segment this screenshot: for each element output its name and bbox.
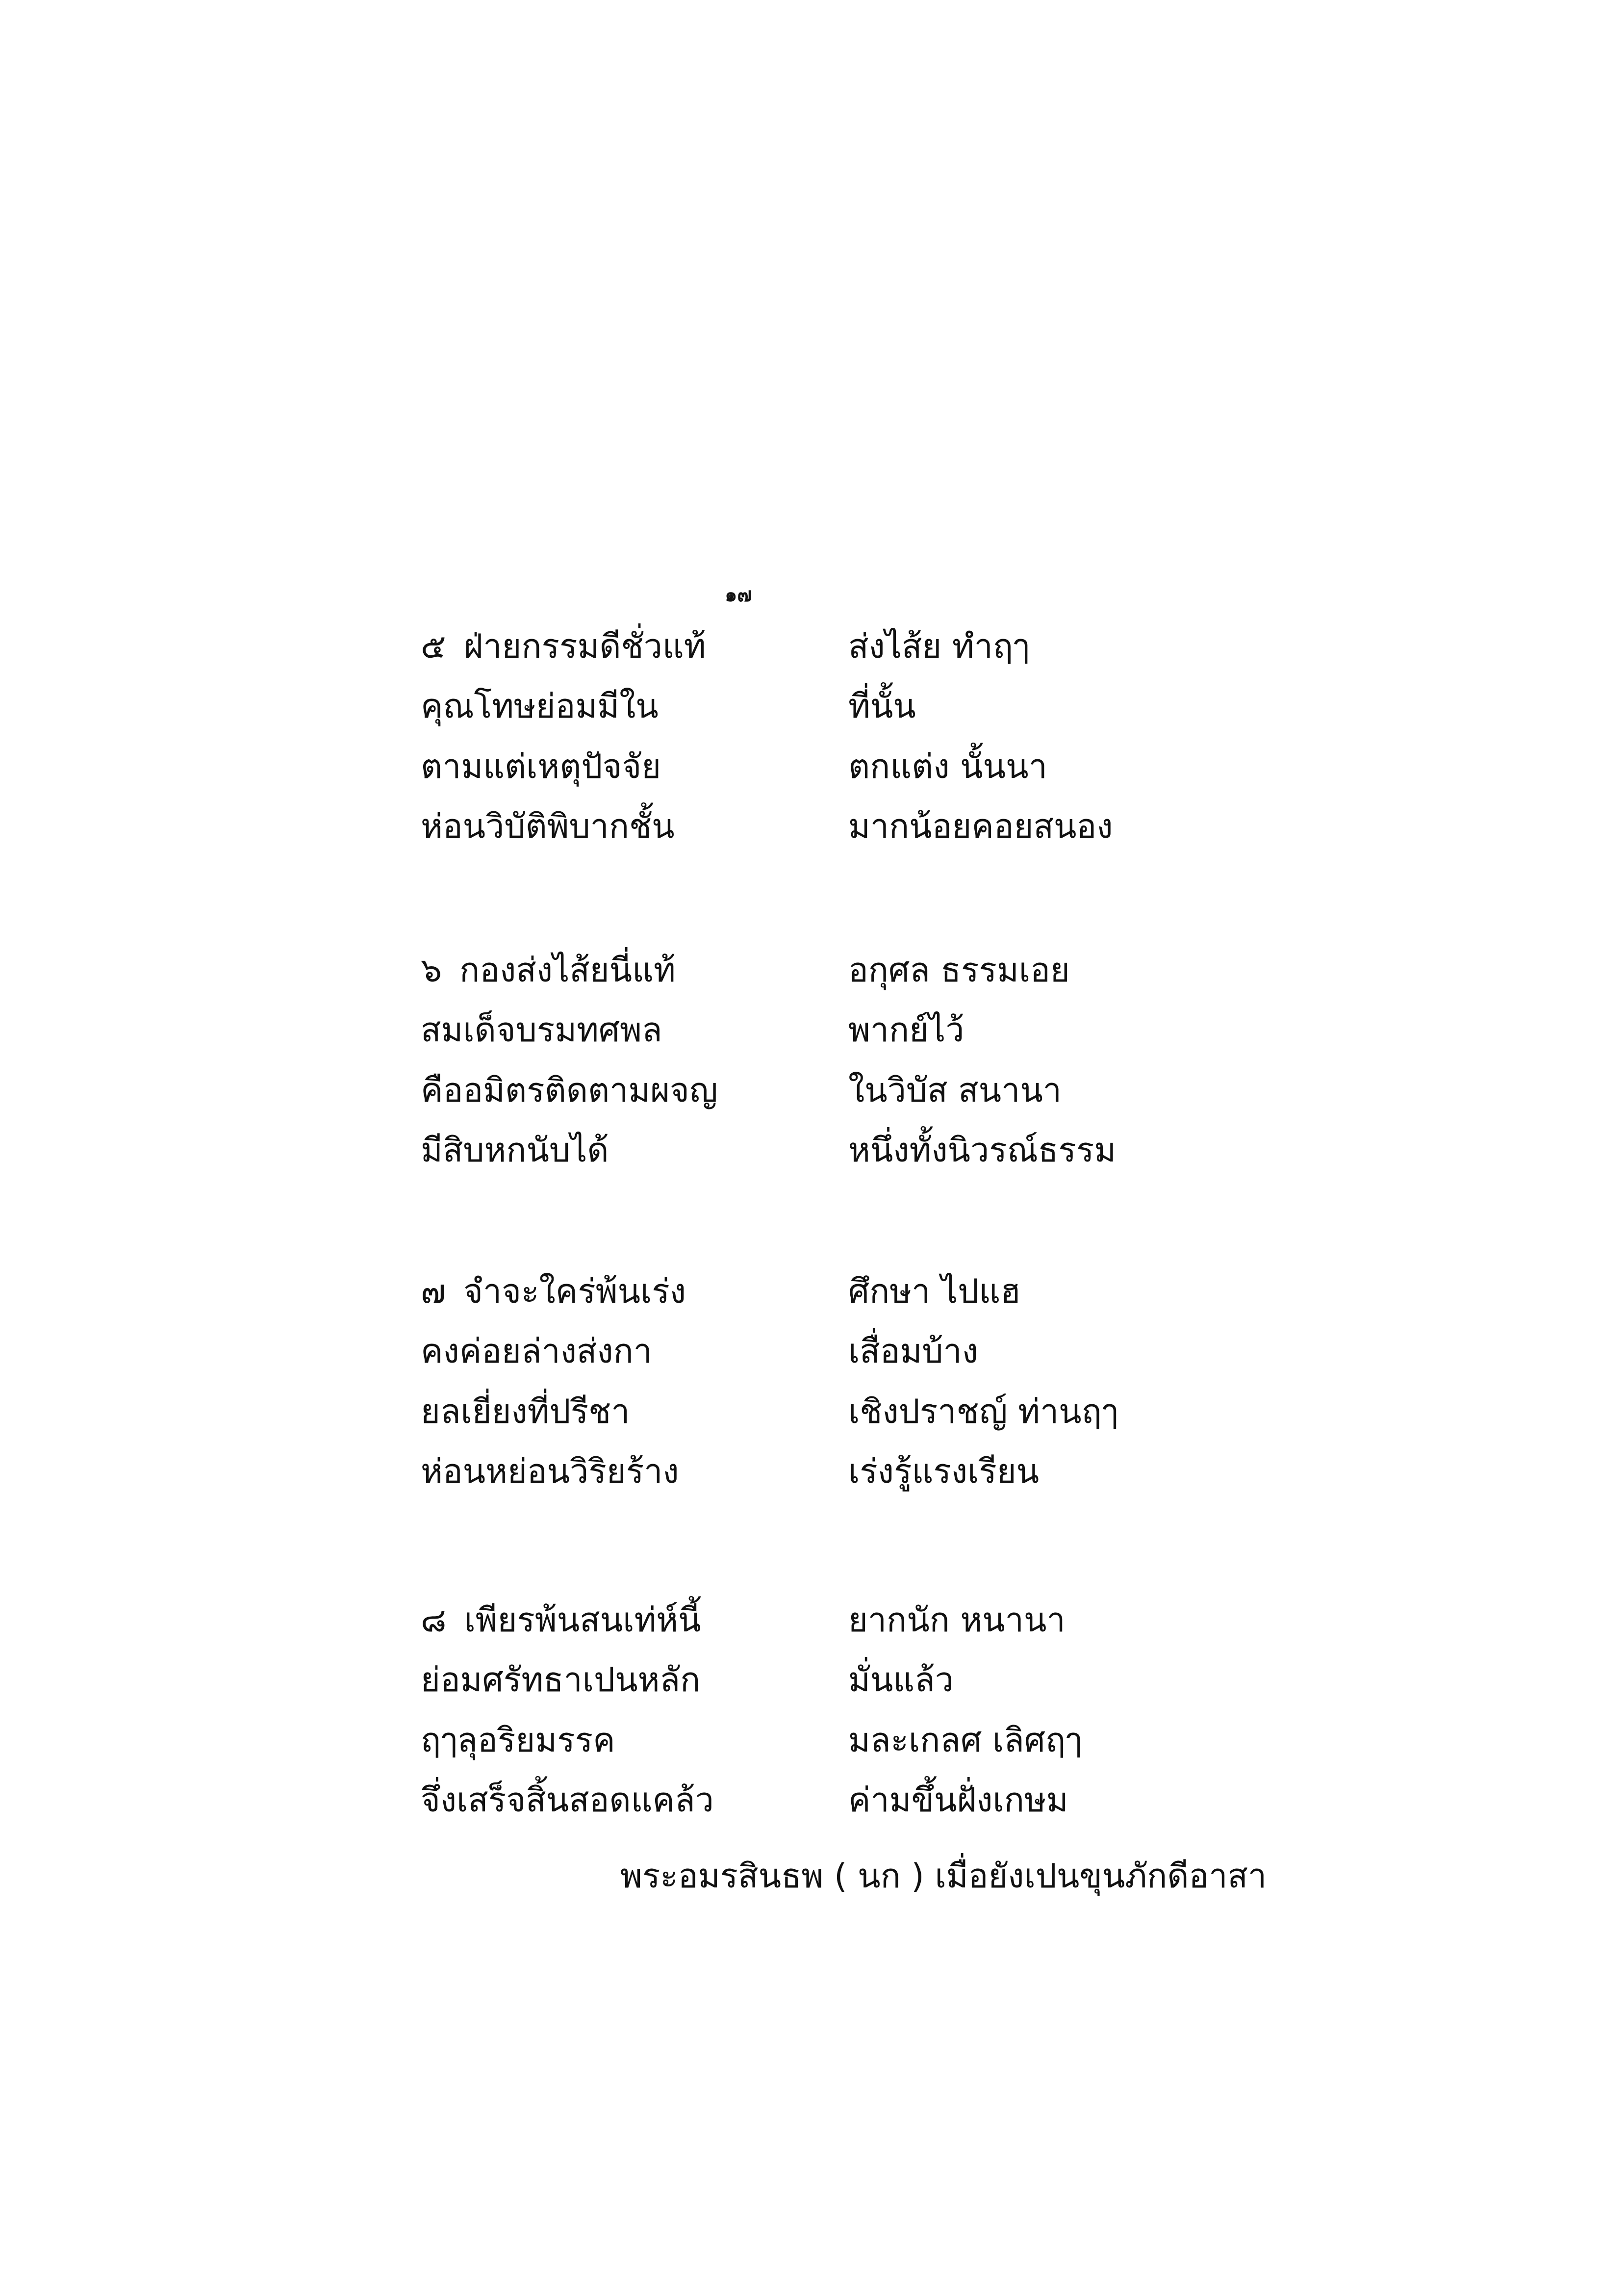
verse-left: ยลเยี่ยงที่ปรีชา [421, 1392, 630, 1431]
verse-line [0, 1332, 1624, 1394]
verse-line [0, 1131, 1624, 1193]
verse-right: ในวิบัส สนานา [848, 1071, 1062, 1110]
page-number: ๑๗ [725, 584, 752, 606]
verse-right: อกุศล ธรรมเอย [848, 951, 1070, 990]
verse-left: เพียรพ้นสนเท่ห์นี้ [464, 1601, 701, 1640]
verse-left: มีสิบหกนับได้ [421, 1131, 609, 1170]
stanza-number: ๗ [421, 1272, 446, 1311]
verse-line [0, 1721, 1624, 1783]
verse-left: สมเด็จบรมทศพล [421, 1011, 662, 1050]
verse-line [0, 951, 1624, 1013]
stanza-number: ๖ [421, 951, 442, 990]
verse-right: หนึ่งทั้งนิวรณ์ธรรม [848, 1131, 1116, 1170]
verse-right: เสื่อมบ้าง [848, 1332, 978, 1371]
verse-line [0, 1661, 1624, 1723]
verse-left: ตามแต่เหตุปัจจัย [421, 747, 661, 786]
verse-right: มั่นแล้ว [848, 1661, 954, 1700]
verse-right: เร่งรู้แรงเรียน [848, 1452, 1040, 1491]
verse-line [0, 1011, 1624, 1073]
verse-right: ที่นั้น [848, 687, 916, 726]
stanza-number: ๕ [421, 627, 446, 666]
verse-left: จำจะใคร่พ้นเร่ง [463, 1272, 686, 1311]
verse-line [0, 1452, 1624, 1514]
stanza-number: ๘ [421, 1601, 447, 1640]
verse-line [0, 1781, 1624, 1843]
verse-left: คงค่อยล่างส่งกา [421, 1332, 652, 1371]
verse-line [0, 807, 1624, 869]
verse-right: ตกแต่ง นั้นนา [848, 747, 1047, 786]
verse-line [0, 1392, 1624, 1454]
verse-line [0, 1071, 1624, 1133]
verse-line [0, 687, 1624, 749]
verse-left: ย่อมศรัทธาเปนหลัก [421, 1661, 701, 1700]
verse-right: ศึกษา ไปแฮ [848, 1272, 1021, 1311]
verse-right: มากน้อยคอยสนอง [848, 807, 1113, 846]
verse-line [0, 1601, 1624, 1663]
verse-left: ฤๅลุอริยมรรค [421, 1721, 615, 1760]
verse-left: กองส่งไส้ยนี่แท้ [459, 951, 676, 990]
verse-right: พากย์ไว้ [848, 1011, 964, 1050]
verse-line [0, 747, 1624, 809]
verse-right: มละเกลศ เลิศฤๅ [848, 1721, 1082, 1760]
verse-left: คืออมิตรติดตามผจญ [421, 1071, 718, 1110]
verse-right: ส่งไส้ย ทำฤๅ [848, 627, 1030, 666]
verse-line [0, 1272, 1624, 1334]
verse-left: ห่อนหย่อนวิริยร้าง [421, 1452, 679, 1491]
verse-left: คุณโทษย่อมมีใน [421, 687, 659, 726]
verse-left: ฝ่ายกรรมดีชั่วแท้ [463, 627, 706, 666]
verse-left: ห่อนวิบัติพิบากชั้น [421, 807, 675, 846]
verse-right: ค่ามขึ้นฝั่งเกษม [848, 1781, 1068, 1820]
verse-right: ยากนัก หนานา [848, 1601, 1066, 1640]
verse-line [0, 627, 1624, 689]
verse-left: จึ่งเสร็จสิ้นสอดแคล้ว [421, 1781, 714, 1820]
author-attribution: พระอมรสินธพ ( นก ) เมื่อยังเปนขุนภักดีอาสา [620, 1857, 1267, 1896]
verse-right: เชิงปราชญ์ ท่านฤๅ [848, 1392, 1118, 1431]
